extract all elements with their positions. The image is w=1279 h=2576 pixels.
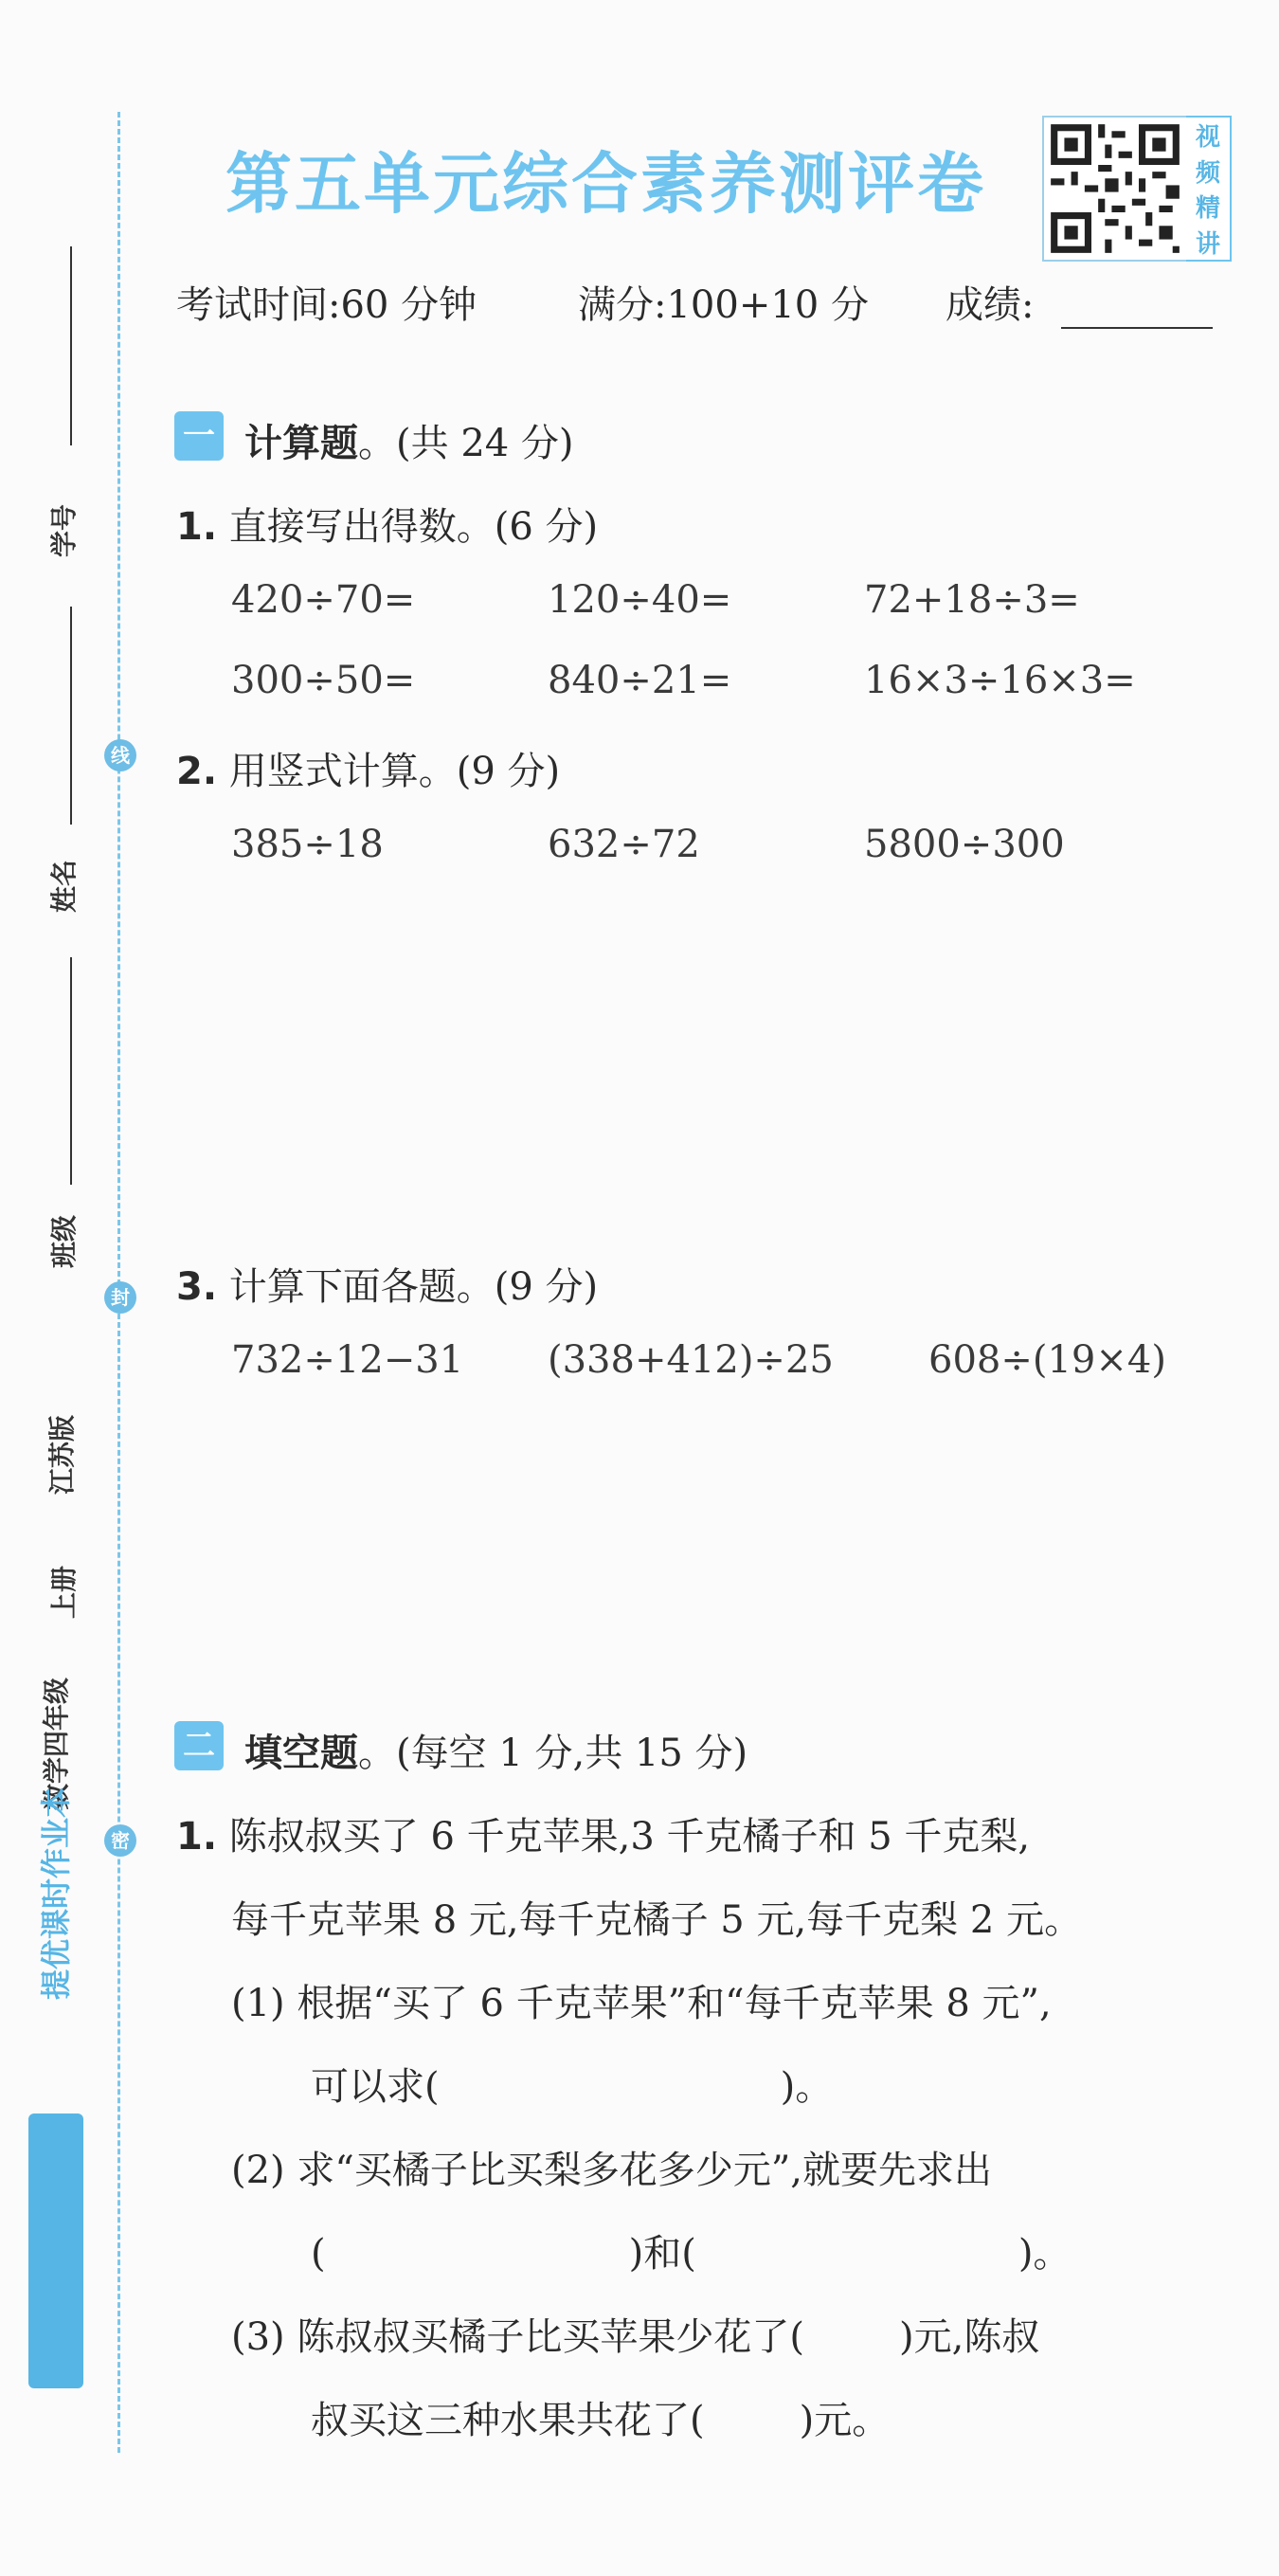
blank-open: ( xyxy=(311,2232,326,2276)
page-title: 第五单元综合素养测评卷 xyxy=(225,145,986,223)
sub-question-text: 叔买这三种水果共花了( xyxy=(311,2399,705,2442)
vertical-calc: 5800÷300 xyxy=(864,823,1065,866)
question-1-1 xyxy=(176,497,598,551)
sub-question-text: 陈叔叔买橘子比买苹果少花了( xyxy=(297,2315,804,2359)
cut-mark-seal: 封 xyxy=(104,1281,136,1314)
subject-grade-label: 数学四年级 xyxy=(41,1677,73,1811)
class-line xyxy=(70,957,72,1185)
student-id-label: 学号 xyxy=(48,503,81,558)
question-1-2 xyxy=(176,741,560,795)
sub-question-number: (3) xyxy=(231,2315,285,2359)
cut-mark-line: 线 xyxy=(104,739,136,771)
question-text: 用竖式计算。(9 分) xyxy=(228,750,561,793)
section-2-title xyxy=(244,1723,748,1777)
oral-calc: 840÷21= xyxy=(548,659,732,702)
qr-caption-char: 讲 xyxy=(1195,229,1220,259)
mixed-calc: 732÷12−31 xyxy=(231,1338,464,1382)
student-id-line xyxy=(70,246,72,445)
class-label: 班级 xyxy=(48,1214,81,1269)
oral-calc: 16×3÷16×3= xyxy=(864,659,1136,702)
volume-label: 上册 xyxy=(48,1565,81,1620)
question-1-3 xyxy=(176,1257,598,1311)
section-2-title-text: 填空题 xyxy=(244,1732,358,1775)
sub-question-number: (2) xyxy=(231,2149,285,2192)
mixed-calc: (338+412)÷25 xyxy=(548,1338,834,1382)
qr-caption-char: 精 xyxy=(1195,194,1220,224)
qr-caption-char: 视 xyxy=(1195,123,1220,153)
full-score: 满分:100+10 分 xyxy=(578,283,869,327)
name-line xyxy=(70,607,72,825)
section-2-badge: 二 xyxy=(174,1721,224,1770)
blank-close: )。 xyxy=(780,2065,834,2109)
brand-logo xyxy=(28,2113,83,2388)
blank-middle: )和( xyxy=(628,2232,696,2276)
sub-question-3-line2 xyxy=(311,2390,890,2444)
sub-question-1-answer xyxy=(311,2057,833,2111)
sub-question-3 xyxy=(231,2307,1039,2361)
exam-time: 考试时间:60 分钟 xyxy=(176,283,477,327)
oral-calc: 300÷50= xyxy=(231,659,416,702)
qr-caption xyxy=(1186,116,1232,262)
score-blank[interactable] xyxy=(1061,327,1213,329)
question-2-1-line1 xyxy=(176,1806,1030,1860)
blank-close: )元。 xyxy=(799,2399,891,2442)
name-label: 姓名 xyxy=(48,859,81,914)
oral-calc: 120÷40= xyxy=(548,578,732,622)
edition-label: 江苏版 xyxy=(46,1414,79,1496)
question-number: 1. xyxy=(176,1815,218,1859)
question-number: 3. xyxy=(176,1265,218,1309)
oral-calc: 420÷70= xyxy=(231,578,416,622)
section-1-note: 。(共 24 分) xyxy=(358,422,574,465)
sub-question-text: 求“买橘子比买梨多花多少元”,就要先求出 xyxy=(297,2149,993,2192)
question-text: 直接写出得数。(6 分) xyxy=(228,505,599,549)
section-1-title-text: 计算题 xyxy=(244,422,358,465)
sub-question-text: )元,陈叔 xyxy=(899,2315,1040,2359)
sub-question-2 xyxy=(231,2140,992,2194)
vertical-calc: 632÷72 xyxy=(548,823,700,866)
cut-mark-secret: 密 xyxy=(104,1824,136,1857)
sub-question-number: (1) xyxy=(231,1982,285,2025)
qr-caption-char: 频 xyxy=(1195,158,1220,188)
blank-close: )。 xyxy=(1018,2232,1072,2276)
vertical-calc: 385÷18 xyxy=(231,823,384,866)
question-2-1-line2: 每千克苹果 8 元,每千克橘子 5 元,每千克梨 2 元。 xyxy=(231,1898,1083,1942)
question-number: 1. xyxy=(176,505,218,549)
sub-question-2-answer xyxy=(311,2223,1071,2277)
section-2-note: 。(每空 1 分,共 15 分) xyxy=(358,1732,748,1775)
qr-code-icon xyxy=(1042,116,1188,262)
sub-question-1 xyxy=(231,1973,1052,2027)
question-text: 陈叔叔买了 6 千克苹果,3 千克橘子和 5 千克梨, xyxy=(228,1815,1031,1859)
mixed-calc: 608÷(19×4) xyxy=(928,1338,1166,1382)
blank-open: 可以求( xyxy=(311,2065,440,2109)
score-label: 成绩: xyxy=(946,283,1035,327)
oral-calc: 72+18÷3= xyxy=(864,578,1080,622)
section-1-title xyxy=(244,413,574,467)
question-number: 2. xyxy=(176,750,218,793)
brand-slogan: 提优课时作业本 xyxy=(38,1787,75,2001)
question-text: 计算下面各题。(9 分) xyxy=(228,1265,599,1309)
sub-question-text: 根据“买了 6 千克苹果”和“每千克苹果 8 元”, xyxy=(297,1982,1052,2025)
section-1-badge: 一 xyxy=(174,411,224,461)
